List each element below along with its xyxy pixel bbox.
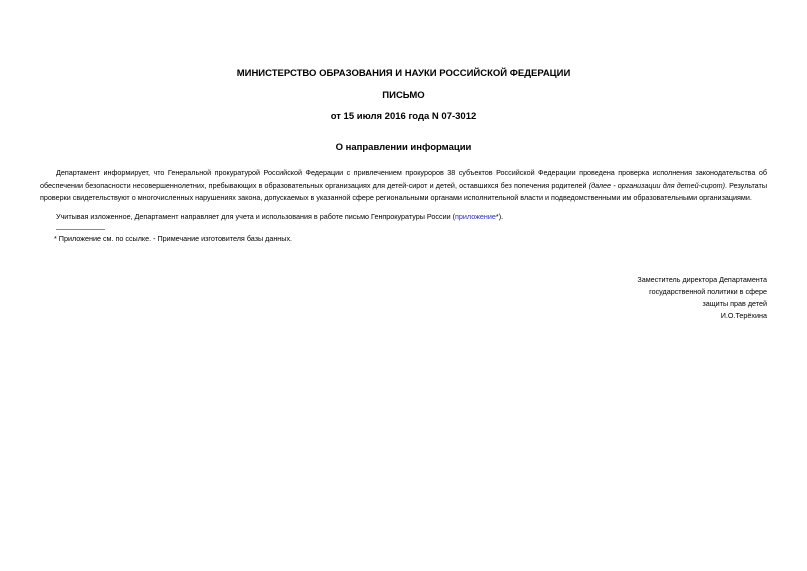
- body-paragraph-1: [40, 167, 767, 205]
- document-type: ПИСЬМО: [382, 90, 425, 101]
- footnote-text: * Приложение см. по ссылке. - Примечание изготовителя базы данных.: [54, 234, 293, 243]
- signature-position-line-3: защиты прав детей: [702, 299, 767, 308]
- paragraph-2-text-b: *).: [495, 212, 504, 221]
- paragraph-2-text-a: Учитывая изложенное, Департамент направляет для учета и использования в работе письмо Генпрокуратуры России (: [56, 212, 456, 221]
- footnote-divider: [56, 229, 105, 230]
- appendix-link[interactable]: приложение: [455, 212, 496, 221]
- signature-position-line-1: Заместитель директора Департамента: [637, 275, 767, 284]
- ministry-title: МИНИСТЕРСТВО ОБРАЗОВАНИЯ И НАУКИ РОССИЙСКОЙ ФЕДЕРАЦИИ: [236, 68, 571, 79]
- signature-position-line-2: государственной политики в сфере: [649, 287, 767, 296]
- body-paragraph-2: [40, 211, 767, 224]
- signature-block: [507, 274, 767, 322]
- signature-name: И.О.Терёхина: [720, 311, 767, 320]
- document-date-number: от 15 июля 2016 года N 07-3012: [330, 111, 477, 122]
- paragraph-1-text-a: Департамент информирует, что Генеральной прокуратурой Российской Федерации с привлечением прокуроров 38 субъектов Российской Федерации проведена проверка исполнения законодательства об обеспечении безопасности несовершеннолетних, пребывающих в образовательных организациях для детей-сирот и детей, оставшихся без попечения родителей: [40, 168, 767, 190]
- document-subject: О направлении информации: [335, 142, 472, 153]
- paragraph-1-text-b: . Результаты проверки свидетельствуют о многочисленных нарушениях закона, допускаемых в указанной сфере региональными органами исполнительной власти и подведомственными им образовательными организациями.: [40, 180, 767, 203]
- paragraph-1-italic-note: (далее - организации для детей-сирот): [588, 180, 725, 190]
